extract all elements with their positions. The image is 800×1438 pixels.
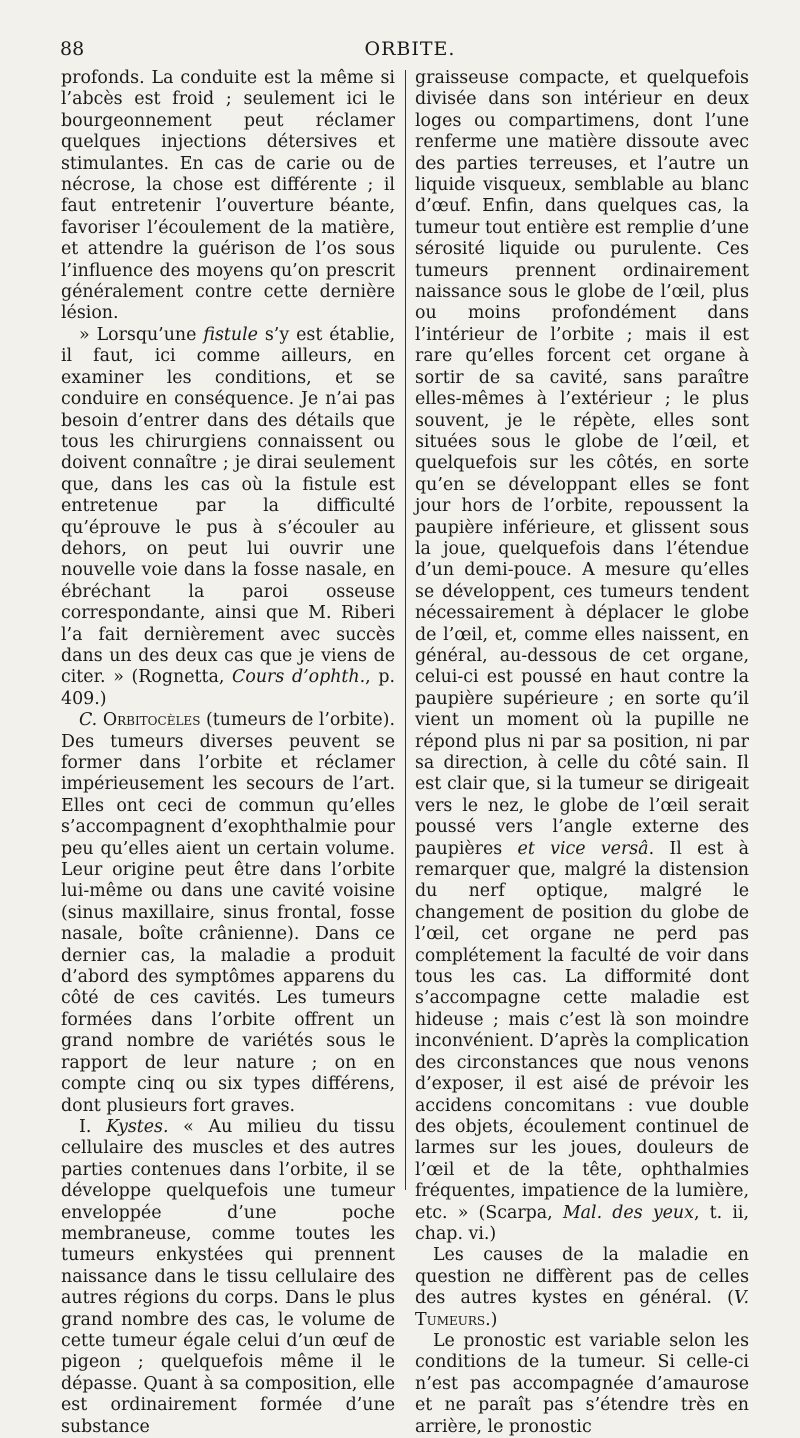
tumeurs-crossref: Tumeurs. (415, 1309, 491, 1330)
scarpa-reference: Mal. des yeux (562, 1202, 694, 1223)
kystes-continued-b: . Il est à remarquer que, malgré la distension du nerf optique, malgré le changement de position du globe de l’œil, cet organe ne perd pas complétement la faculté de voir dans tous les cas. La difformité dont s’accompagne cette maladie est hideuse ; mais c’est là son moindre inconvénient. D’après la complication des circonstances que nous venons d’exposer, il est aisé de prévoir les accidens concomitans : vue double des objets, écoulement continuel de larmes sur les joues, douleurs de l’œil et de la tête, ophthalmies fréquentes, impatience de la lumière, etc. » (Scarpa, (415, 838, 749, 1223)
fistule-text-c: , p. 409.) (61, 667, 395, 709)
left-paragraph-fistule (61, 325, 395, 710)
vice-versa-phrase: et vice versâ (517, 838, 649, 859)
fistule-text-b: s’y est établie, il faut, ici comme ailleurs, en examiner les conditions, et se conduire en conséquence. Je n’ai pas besoin d’entrer dans des détails que tous les chirurgiens connaissent ou doivent connaître ; je dirai seulement que, dans les cas où la fistule est entretenue par la difficulté qu’éprouve le pus à s’écouler au dehors, on peut lui ouvrir une nouvelle voie dans la fosse nasale, en ébréchant la paroi osseuse correspondante, ainsi que M. Riberi l’a fait dernièrement avec succès dans un des deux cas que je viens de citer. » (Rognetta, (61, 324, 395, 688)
kystes-text: « Au milieu du tissu cellulaire des muscles et des autres parties contenues dans l’orbite, il se développe quelquefois une tumeur enveloppée d’une poche membraneuse, comme toutes les tumeurs enkystées qui prennent naissance dans le tissu cellulaire des autres régions du corps. Dans le plus grand nombre des cas, le volume de cette tumeur égale celui d’un œuf de pigeon ; quelquefois même il le dépasse. Quant à sa composition, elle est ordinairement formée d’une substance (61, 1116, 395, 1437)
see-abbrev: V. (733, 1288, 749, 1309)
kystes-continued-a: graisseuse compacte, et quelquefois divisée dans son intérieur en deux loges ou compartimens, dont l’une renferme une matière dissoute avec des parties terreuses, et l’autre un liquide visqueux, semblable au blanc d’œuf. Enfin, dans quelques cas, la tumeur tout entière est remplie d’une sérosité liquide ou purulente. Ces tumeurs prennent ordinairement naissance sous le globe de l’œil, plus ou moins profondément dans l’intérieur de l’orbite ; mais il est rare qu’elles forcent cet organe à sortir de sa cavité, sans paraître elles-mêmes à l’extérieur ; le plus souvent, je le répète, elles sont situées sous le globe de l’œil, et quelquefois sur les côtés, en sorte qu’en se développant elles se font jour hors de l’orbite, repoussent la paupière inférieure, et glissent sous la joue, quelquefois dans l’étendue d’un demi-pouce. A mesure qu’elles se développent, ces tumeurs tendent nécessairement à déplacer le globe de l’œil, et, comme elles naissent, en général, au-dessous de cet organe, celui-ci est poussé en haut contre la paupière supérieure ; en sorte qu’il vient un moment où la pupille ne répond plus ni par sa position, ni par sa direction, à celle du côté sain. Il est clair que, si la tumeur se dirigeait vers le nez, le globe de l’œil serait poussé vers l’angle externe des paupières (415, 68, 749, 859)
left-column (61, 68, 395, 1438)
fistule-term: fistule (203, 324, 258, 345)
section-label-i: I. (79, 1116, 107, 1137)
left-paragraph-1: profonds. La conduite est la même si l’abcès est froid ; seulement ici le bourgeonnement peut réclamer quelques injections détersives et stimulantes. En cas de carie ou de nécrose, la chose est différente ; il faut entretenir l’ouverture béante, favoriser l’écoulement de la matière, et attendre la guérison de l’os sous l’influence des moyens qu’on prescrit généralement contre cette dernière lésion. (61, 68, 395, 324)
causes-text: Les causes de la maladie en question ne diffèrent pas de celles des autres kystes en général. ( (415, 1245, 749, 1309)
orbitoceles-term: Orbitocèles (102, 710, 201, 731)
page-number: 88 (60, 38, 85, 60)
left-paragraph-kystes (61, 1117, 395, 1438)
kystes-continued-c: , t. ii, chap. vi.) (415, 1202, 749, 1244)
rognetta-reference: Cours d’ophth. (232, 667, 366, 688)
kystes-term: Kystes. (106, 1116, 169, 1137)
page-header (60, 38, 760, 64)
orbitoceles-text: (tumeurs de l’orbite). Des tumeurs diverses peuvent se former dans l’orbite et réclamer impérieusement les secours de l’art. Elles ont ceci de commun qu’elles s’accompagnent d’exophthalmie pour peu qu’elles aient un certain volume. Leur origine peut être dans l’orbite lui-même ou dans une cavité voisine (sinus maxillaire, sinus frontal, fosse nasale, boîte crânienne). Dans ce dernier cas, la maladie a produit d’abord des symptômes apparens du côté de ces cavités. Les tumeurs formées dans l’orbite offrent un grand nombre de variétés sous le rapport de leur nature ; on en compte cinq ou six types différens, dont plusieurs fort graves. (61, 710, 395, 1116)
section-label-c: C. (79, 710, 98, 731)
left-paragraph-orbitoceles (61, 710, 395, 1117)
right-paragraph-1 (415, 68, 749, 1245)
right-column (415, 68, 749, 1438)
fistule-text-a: » Lorsqu’une (79, 324, 204, 345)
causes-end: ) (490, 1309, 498, 1330)
right-paragraph-pronostic: Le pronostic est variable selon les conditions de la tumeur. Si celle-ci n’est pas accompagnée d’amaurose et ne paraît pas s’étendre très en arrière, le pronostic (415, 1330, 749, 1437)
column-divider (405, 70, 406, 1190)
running-title: ORBITE. (364, 38, 456, 60)
right-paragraph-causes (415, 1245, 749, 1331)
